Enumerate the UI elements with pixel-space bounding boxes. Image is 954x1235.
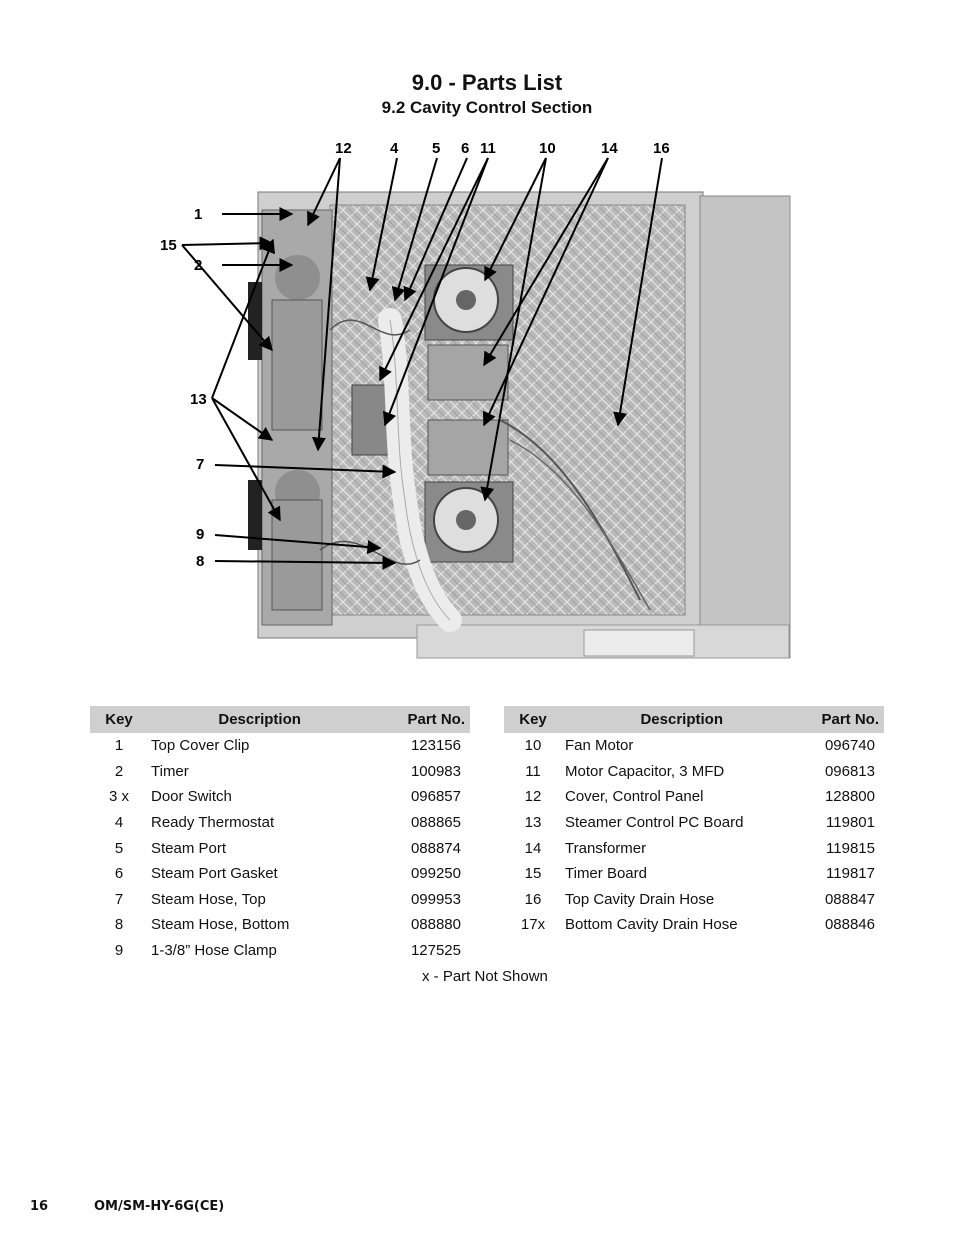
cell-part-no: 099250 [410, 865, 461, 883]
table-row [504, 759, 884, 785]
cell-part-no: 119801 [826, 814, 875, 832]
cell-description: Cover, Control Panel [565, 788, 704, 806]
table-row [90, 912, 470, 938]
table-header-row [90, 706, 470, 733]
document-code: OM/SM-HY-6G(CE) [94, 1199, 225, 1214]
cell-key: 12 [524, 788, 542, 806]
cell-key: 8 [114, 916, 124, 934]
table-row [504, 912, 884, 938]
table-row [504, 784, 884, 810]
callout-15: 15 [160, 237, 177, 254]
cell-part-no: 088847 [824, 890, 875, 908]
cell-description: Timer [151, 762, 189, 780]
cell-part-no: 088874 [410, 839, 461, 857]
cell-part-no: 127525 [410, 942, 461, 960]
callout-1: 1 [194, 206, 203, 223]
cell-description: Timer Board [565, 865, 647, 883]
callout-2: 2 [194, 257, 203, 274]
cell-description: Steam Port Gasket [151, 865, 278, 883]
table-row [504, 887, 884, 913]
table-row [90, 733, 470, 759]
callout-13: 13 [190, 391, 207, 408]
table-row [90, 887, 470, 913]
header-part-no: Part No. [371, 706, 470, 733]
cell-part-no: 096857 [410, 788, 461, 806]
callout-8: 8 [196, 553, 205, 570]
callout-6: 6 [461, 140, 470, 157]
cell-part-no: 088880 [410, 916, 461, 934]
table-row [504, 861, 884, 887]
header-key: Key [90, 706, 148, 733]
cell-description: 1-3/8” Hose Clamp [151, 942, 277, 960]
table-row [90, 861, 470, 887]
cell-key: 17x [520, 916, 546, 934]
cell-key: 4 [114, 814, 124, 832]
table-row [504, 810, 884, 836]
cell-description: Ready Thermostat [151, 814, 275, 832]
cell-key: 6 [114, 865, 124, 883]
cell-description: Steam Hose, Bottom [151, 916, 290, 934]
table-row [90, 784, 470, 810]
cell-description: Motor Capacitor, 3 MFD [565, 762, 725, 780]
cell-part-no: 123156 [410, 737, 461, 755]
cell-description: Steamer Control PC Board [565, 814, 744, 832]
cell-description: Top Cover Clip [151, 737, 250, 755]
callout-9: 9 [196, 526, 205, 543]
cell-key: 1 [114, 737, 124, 755]
cell-part-no: 100983 [410, 762, 461, 780]
callout-11: 11 [480, 140, 496, 157]
table-row [504, 733, 884, 759]
cell-description: Top Cavity Drain Hose [565, 890, 715, 908]
callout-7: 7 [196, 456, 205, 473]
callout-5: 5 [432, 140, 441, 157]
cell-description: Bottom Cavity Drain Hose [565, 916, 738, 934]
cell-description: Fan Motor [565, 737, 634, 755]
cell-part-no: 119815 [826, 839, 875, 857]
cell-part-no: 119817 [826, 865, 875, 883]
cavity-control-photo [150, 135, 800, 660]
cell-description: Transformer [565, 839, 647, 857]
cell-key: 2 [114, 762, 124, 780]
header-part-no: Part No. [801, 706, 884, 733]
cell-part-no: 088846 [824, 916, 875, 934]
header-key: Key [504, 706, 562, 733]
header-description: Description [148, 706, 371, 733]
cabinet-drawing [248, 192, 790, 658]
table-row [504, 835, 884, 861]
header-description: Description [562, 706, 801, 733]
cell-key: 15 [524, 865, 542, 883]
cell-key: 14 [524, 839, 542, 857]
cell-description: Steam Port [151, 839, 227, 857]
cell-key: 7 [114, 890, 124, 908]
callout-12: 12 [335, 140, 352, 157]
cell-key: 9 [114, 942, 124, 960]
table-row [90, 810, 470, 836]
callout-14: 14 [601, 140, 618, 157]
cell-part-no: 096740 [824, 737, 875, 755]
page-number: 16 [30, 1199, 49, 1214]
parts-table-right [504, 706, 884, 938]
table-header-row [504, 706, 884, 733]
callout-16: 16 [653, 140, 670, 157]
cell-part-no: 088865 [410, 814, 461, 832]
parts-table-left [90, 706, 470, 963]
table-row [90, 938, 470, 964]
table-row [90, 759, 470, 785]
footnote-part-not-shown: x - Part Not Shown [422, 968, 548, 985]
cell-part-no: 096813 [824, 762, 875, 780]
page-title: 9.0 - Parts List [411, 70, 563, 95]
cell-part-no: 128800 [824, 788, 875, 806]
cell-key: 16 [524, 890, 542, 908]
table-row [90, 835, 470, 861]
cell-description: Steam Hose, Top [151, 890, 266, 908]
cell-description: Door Switch [151, 788, 232, 806]
callout-10: 10 [539, 140, 556, 157]
cell-key: 11 [525, 762, 541, 780]
cell-key: 10 [524, 737, 542, 755]
cell-part-no: 099953 [410, 890, 461, 908]
cell-key: 5 [114, 839, 124, 857]
cell-key: 13 [524, 814, 542, 832]
callout-4: 4 [390, 140, 399, 157]
section-subtitle: 9.2 Cavity Control Section [381, 98, 593, 117]
cell-key: 3 x [108, 788, 129, 806]
